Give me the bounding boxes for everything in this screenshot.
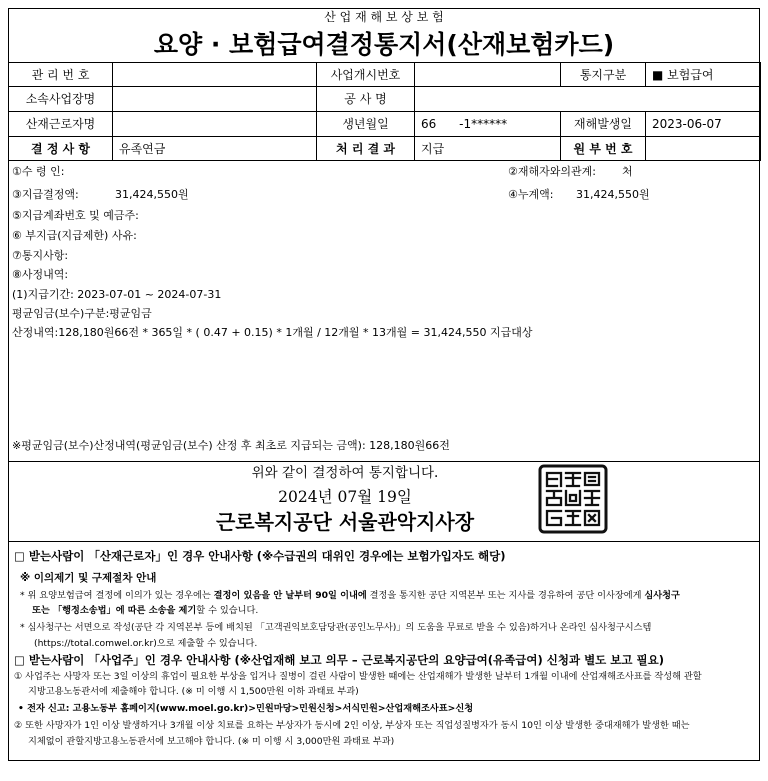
decision-statement: 위와 같이 결정하여 통지합니다. bbox=[251, 465, 439, 481]
employer-line-3: • 전자 신고: 고용노동부 홈페이지(www.moel.go.kr)>민원마당>민원신청>서식민원>산업재해조사표>신청 bbox=[18, 703, 474, 714]
payment-period: (1)지급기간: 2023-07-01 ~ 2024-07-31 bbox=[12, 288, 222, 301]
issue-date: 2024년 07월 19일 bbox=[278, 488, 412, 506]
result-value: 지급 bbox=[415, 137, 561, 161]
management-no-value bbox=[113, 63, 317, 87]
recipient-label: ①수 령 인: bbox=[12, 165, 65, 178]
appeal-line-1 bbox=[20, 591, 680, 600]
appeal-line-1-part-c: 결정을 통지한 공단 지역본부 또는 지사를 경유하여 공단 이사장에게 bbox=[366, 590, 645, 601]
cumulative-label: ④누계액: bbox=[508, 188, 554, 201]
workplace-value bbox=[113, 87, 317, 112]
appeal-line-2 bbox=[32, 606, 258, 615]
appeal-line-2-part-b: 할 수 있습니다. bbox=[196, 605, 259, 616]
info-row-decision bbox=[9, 137, 761, 161]
birth-label: 생년월일 bbox=[317, 112, 415, 137]
construction-value bbox=[415, 87, 761, 112]
official-seal-icon bbox=[538, 464, 608, 534]
assessment-label: ⑧사정내역: bbox=[12, 268, 69, 281]
worker-value bbox=[113, 112, 317, 137]
business-start-no-value bbox=[415, 63, 561, 87]
appeal-lawsuit-text: 또는 「행정소송법」에 따른 소송을 제기 bbox=[32, 605, 197, 616]
decision-value: 유족연금 bbox=[113, 137, 317, 161]
notice-label: ⑦통지사항: bbox=[12, 249, 69, 262]
employer-line-1: ① 사업주는 사망자 또는 3일 이상의 휴업이 필요한 부상을 입거나 질병이 걸린 사람이 발생한 때에는 산업재해가 발생한 날부터 1개월 이내에 산업재해조사표를 작성해 관할 bbox=[14, 671, 702, 682]
average-wage-footnote: ※평균임금(보수)산정내역(평균임금(보수) 산정 후 최초로 지급되는 금액): 128,180원66전 bbox=[12, 439, 450, 452]
employer-notice-heading: □ 받는사람이 「사업주」인 경우 안내사항 (※산업재해 보고 의무 – 근로복지공단의 요양급여(유족급여) 신청과 별도 보고 필요) bbox=[14, 653, 664, 667]
business-start-no-label: 사업개시번호 bbox=[317, 63, 415, 87]
employer-line-4: ② 또한 사망자가 1인 이상 발생하거나 3개월 이상 치료를 요하는 부상자가 동시에 2인 이상, 부상자 또는 직업성질병자가 동시 10인 이상 발생한 중대재해가 발생한 때는 bbox=[14, 720, 690, 731]
info-row-worker bbox=[9, 112, 761, 137]
relation-label: ②재해자와의관계: bbox=[508, 165, 596, 178]
appeal-heading: ※ 이의제기 및 구제절차 안내 bbox=[20, 572, 157, 584]
accident-date-label: 재해발생일 bbox=[561, 112, 646, 137]
info-table bbox=[8, 62, 761, 161]
ledger-no-value bbox=[646, 137, 761, 161]
appeal-deadline-text: 결정이 있음을 안 날부터 90일 이내에 bbox=[213, 590, 367, 601]
result-label: 처 리 결 과 bbox=[317, 137, 415, 161]
construction-label: 공 사 명 bbox=[317, 87, 415, 112]
appeal-review-text: 심사청구 bbox=[644, 590, 680, 601]
account-label: ⑤지급계좌번호 및 예금주: bbox=[12, 209, 139, 222]
issuer-name: 근로복지공단 서울관악지사장 bbox=[215, 510, 475, 534]
notice-type-label: 통지구분 bbox=[561, 63, 646, 87]
info-row-management bbox=[9, 63, 761, 87]
appeal-line-1-part-a: * 위 요양보험급여 결정에 이의가 있는 경우에는 bbox=[20, 590, 214, 601]
calculation: 산정내역:128,180원66전 * 365일 * ( 0.47 + 0.15) * 1개월 / 12개월 * 13개월 = 31,424,550 지급대상 bbox=[12, 326, 533, 339]
decided-amount-label: ③지급결정액: bbox=[12, 188, 79, 201]
document-category: 산 업 재 해 보 상 보 험 bbox=[324, 10, 444, 24]
relation-value: 처 bbox=[622, 165, 633, 178]
appeal-line-3: * 심사청구는 서면으로 작성(공단 각 지역본부 등에 배치된 「고객권익보호담당관(공인노무사)」의 도움을 무료로 받을 수 있음)하거나 온라인 심사청구시스템 bbox=[20, 622, 652, 633]
worker-label: 산재근로자명 bbox=[9, 112, 113, 137]
document-title: 요양 · 보험급여결정통지서(산재보험카드) bbox=[153, 30, 615, 59]
employer-line-2: 지방고용노동관서에 제출해야 합니다. (※ 미 이행 시 1,500만원 이하 과태료 부과) bbox=[28, 686, 359, 697]
decision-label: 결 정 사 항 bbox=[9, 137, 113, 161]
nonpayment-label: ⑥ 부지급(지급제한) 사유: bbox=[12, 229, 137, 242]
info-row-workplace bbox=[9, 87, 761, 112]
birth-value: 66 -1****** bbox=[415, 112, 561, 137]
workplace-label: 소속사업장명 bbox=[9, 87, 113, 112]
decided-amount-value: 31,424,550원 bbox=[115, 188, 189, 201]
cumulative-value: 31,424,550원 bbox=[576, 188, 650, 201]
divider-signature bbox=[8, 541, 760, 542]
wage-type: 평균임금(보수)구분:평균임금 bbox=[12, 307, 152, 320]
accident-date-value: 2023-06-07 bbox=[646, 112, 761, 137]
appeal-line-4: (https://total.comwel.or.kr)으로 제출할 수 있습니다. bbox=[34, 638, 258, 649]
ledger-no-label: 원 부 번 호 bbox=[561, 137, 646, 161]
notice-type-value: ■ 보험급여 bbox=[646, 63, 761, 87]
divider-details bbox=[8, 461, 760, 462]
employer-line-5: 지체없이 관할지방고용노동관서에 보고해야 합니다. (※ 미 이행 시 3,000만원 과태료 부과) bbox=[28, 736, 395, 747]
management-no-label: 관 리 번 호 bbox=[9, 63, 113, 87]
worker-notice-heading: □ 받는사람이 「산재근로자」인 경우 안내사항 (※수급권의 대위인 경우에는 보험가입자도 해당) bbox=[14, 549, 506, 563]
